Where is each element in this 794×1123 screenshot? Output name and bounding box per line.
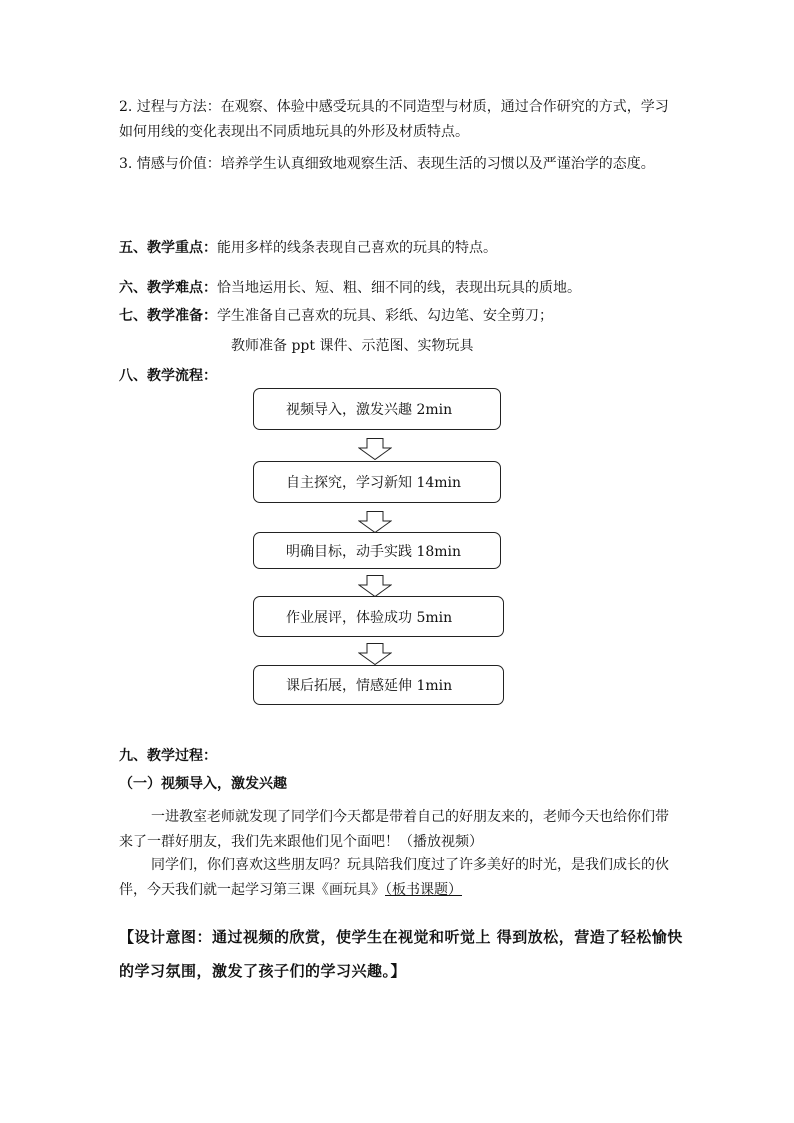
teaching-focus-label: 五、教学重点： xyxy=(119,240,217,256)
teaching-focus xyxy=(119,238,497,258)
flow-arrow-2-icon xyxy=(358,511,392,533)
teaching-prep-label: 七、教学准备： xyxy=(119,308,217,324)
process-paragraph-2-main: 同学们，你们喜欢这些朋友吗？玩具陪我们度过了许多美好的时光，是我们成长的伙伴，今天我们就一起学习第三课《画玩具》 xyxy=(119,857,669,898)
teaching-difficulty xyxy=(119,278,581,298)
teaching-difficulty-label: 六、教学难点： xyxy=(119,280,217,296)
design-intent: 【设计意图：通过视频的欣赏，使学生在视觉和听觉上 得到放松，营造了轻松愉快的学习氛围，激发了孩子们的学习兴趣。】 xyxy=(119,928,683,980)
flow-arrow-3-icon xyxy=(358,575,392,597)
teaching-prep-student: 学生准备自己喜欢的玩具、彩纸、勾边笔、安全剪刀； xyxy=(217,308,553,324)
teaching-prep xyxy=(119,306,553,326)
process-paragraph-1: 一进教室老师就发现了同学们今天都是带着自己的好朋友来的，老师今天也给你们带来了一群好朋友，我们先来跟他们见个面吧！（播放视频） xyxy=(119,809,669,850)
teaching-flow-label: 八、教学流程： xyxy=(119,368,217,384)
teaching-process-heading: 九、教学过程： xyxy=(119,748,217,764)
process-paragraph-2 xyxy=(119,853,679,903)
flow-step-3: 明确目标，动手实践 18min xyxy=(253,532,501,569)
flow-step-5: 课后拓展，情感延伸 1min xyxy=(253,665,504,705)
process-subheading-1: （一）视频导入，激发兴趣 xyxy=(119,776,287,792)
teaching-focus-text: 能用多样的线条表现自己喜欢的玩具的特点。 xyxy=(217,240,497,256)
board-title-note: （板书课题） xyxy=(385,882,462,898)
flow-arrow-4-icon xyxy=(358,643,392,665)
flow-arrow-1-icon xyxy=(358,438,392,460)
objective-emotion-value: 3. 情感与价值：培养学生认真细致地观察生活、表现生活的习惯以及严谨治学的态度。 xyxy=(119,156,655,172)
teaching-difficulty-text: 恰当地运用长、短、粗、细不同的线，表现出玩具的质地。 xyxy=(217,280,581,296)
flow-step-2: 自主探究，学习新知 14min xyxy=(253,461,501,503)
flow-step-1: 视频导入，激发兴趣 2min xyxy=(253,388,501,430)
flow-step-4: 作业展评，体验成功 5min xyxy=(253,596,504,637)
teaching-prep-teacher: 教师准备 ppt 课件、示范图、实物玩具 xyxy=(231,338,474,354)
objective-process-method: 2. 过程与方法：在观察、体验中感受玩具的不同造型与材质，通过合作研究的方式，学习如何用线的变化表现出不同质地玩具的外形及材质特点。 xyxy=(119,99,669,140)
